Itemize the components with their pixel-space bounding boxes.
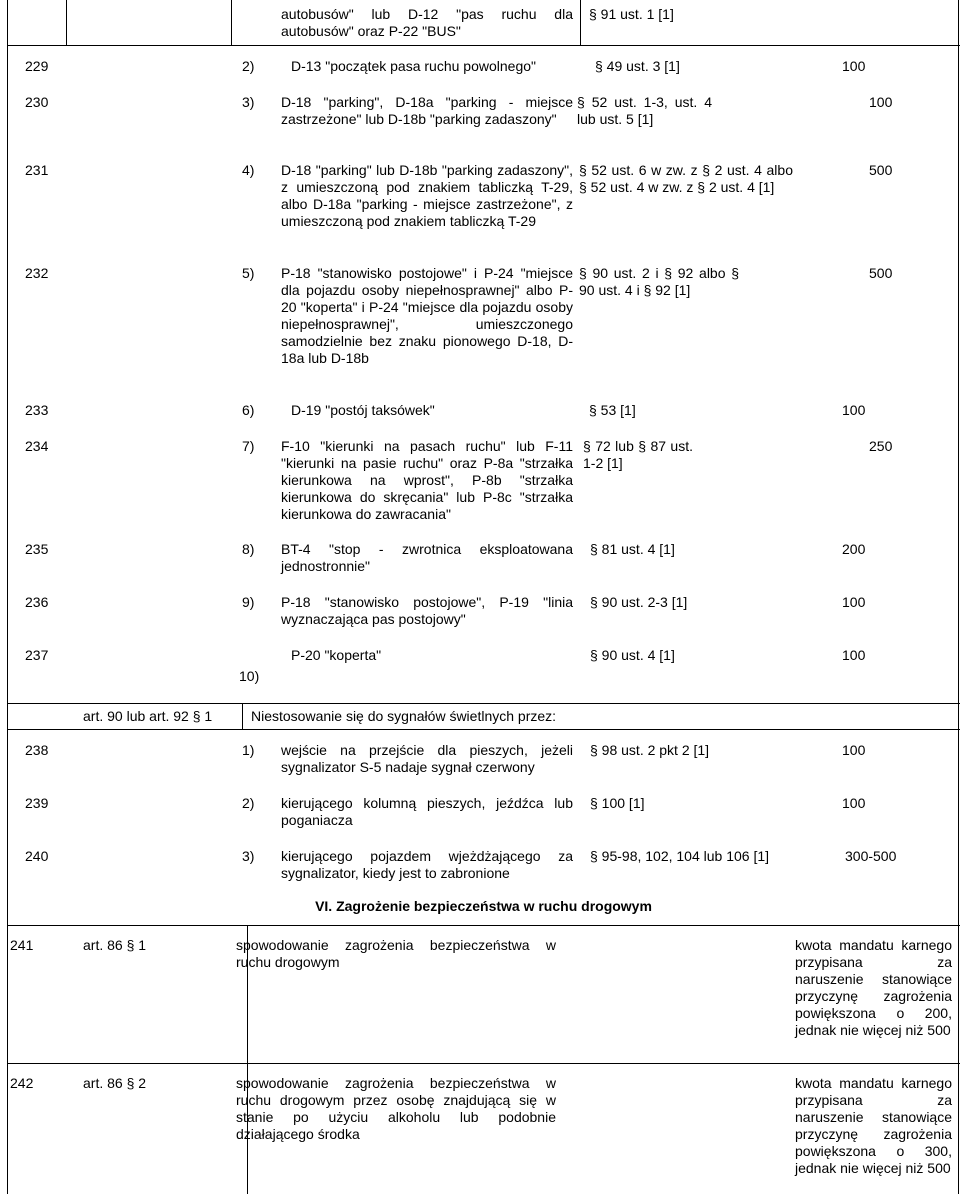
- legal-basis: § 72 lub § 87 ust. 1-2 [1]: [583, 438, 693, 471]
- legal-basis: § 98 ust. 2 pkt 2 [1]: [590, 742, 710, 758]
- item-number: 5): [242, 265, 255, 281]
- col-line: [66, 0, 67, 45]
- item-number: 3): [242, 848, 255, 864]
- item-text: autobusów" lub D-12 "pas ruchu dla autobusów" oraz P-22 "BUS": [281, 6, 573, 39]
- article-ref: art. 86 § 1: [83, 937, 147, 953]
- col-line: [958, 0, 959, 1194]
- row-number: 242: [10, 1075, 34, 1091]
- fine-amount: 250: [869, 438, 893, 454]
- item-text: D-18 "parking" lub D-18b "parking zadaszony", z umieszczoną pod znakiem tabliczką T-29, albo D-18a "parking - miejsce zastrzeżone", z umieszczoną pod znakiem tabliczką T-29: [281, 162, 573, 229]
- row-number: 230: [25, 94, 49, 110]
- fine-amount: kwota mandatu karnego przypisana za naruszenie stanowiące przyczynę zagrożenia powiększona o 300, jednak nie więcej niż 500: [795, 1075, 952, 1176]
- row-number: 238: [25, 742, 49, 758]
- item-number: 1): [242, 742, 255, 758]
- fine-amount: kwota mandatu karnego przypisana za naruszenie stanowiące przyczynę zagrożenia powiększona o 200, jednak nie więcej niż 500: [795, 937, 952, 1038]
- legal-basis: § 95-98, 102, 104 lub 106 [1]: [590, 848, 770, 864]
- item-number: 7): [242, 438, 255, 454]
- col-line: [7, 0, 8, 1194]
- legal-basis: § 90 ust. 2 i § 92 albo § 90 ust. 4 i § 92 [1]: [579, 265, 739, 298]
- fine-amount: 300-500: [845, 848, 897, 864]
- legal-basis: § 100 [1]: [590, 795, 645, 811]
- row-line: [7, 1063, 960, 1064]
- row-line: [7, 45, 960, 46]
- item-text: P-18 "stanowisko postojowe" i P-24 "miejsce dla pojazdu osoby niepełnosprawnej" albo P-20 "koperta" i P-24 "miejsce dla pojazdu osoby niepełnosprawnej", umieszczonego samodzielnie bez znaku pionowego D-18, D-18a lub D-18b: [281, 265, 573, 366]
- fine-amount: 500: [869, 162, 893, 178]
- legal-basis: § 90 ust. 2-3 [1]: [590, 594, 688, 610]
- row-number: 232: [25, 265, 49, 281]
- item-number: 10): [239, 668, 260, 684]
- item-text: P-18 "stanowisko postojowe", P-19 "linia wyznaczająca pas postojowy": [281, 594, 573, 627]
- article-ref: art. 86 § 2: [83, 1075, 147, 1091]
- fine-amount: 100: [842, 742, 866, 758]
- item-text: wejście na przejście dla pieszych, jeżeli sygnalizator S-5 nadaje sygnał czerwony: [281, 742, 573, 775]
- row-line: [7, 925, 960, 926]
- fine-amount: 500: [869, 265, 893, 281]
- fine-amount: 100: [842, 594, 866, 610]
- section-title: VI. Zagrożenie bezpieczeństwa w ruchu drogowym: [315, 898, 652, 914]
- legal-basis: § 91 ust. 1 [1]: [589, 6, 674, 22]
- col-line: [242, 703, 243, 729]
- item-text: D-13 "początek pasa ruchu powolnego": [291, 58, 536, 74]
- item-text: spowodowanie zagrożenia bezpieczeństwa w ruchu drogowym: [236, 937, 556, 970]
- legal-basis: § 49 ust. 3 [1]: [595, 58, 680, 74]
- row-line: [7, 703, 960, 704]
- row-number: 234: [25, 438, 49, 454]
- row-number: 237: [25, 647, 49, 663]
- fine-amount: 100: [869, 94, 893, 110]
- item-number: 8): [242, 541, 255, 557]
- legal-basis: § 81 ust. 4 [1]: [590, 541, 675, 557]
- legal-basis: § 90 ust. 4 [1]: [590, 647, 675, 663]
- fine-amount: 200: [842, 541, 866, 557]
- item-text: F-10 "kierunki na pasach ruchu" lub F-11 "kierunki na pasie ruchu" oraz P-8a "strzałka kierunkowa na wprost", P-8b "strzałka kierunkowa do skręcania" lub P-8c "strzałka kierunkowa do zawracania": [281, 438, 573, 522]
- row-number: 240: [25, 848, 49, 864]
- row-number: 233: [25, 402, 49, 418]
- item-text: kierującego kolumną pieszych, jeźdźca lub poganiacza: [281, 795, 573, 828]
- fine-amount: 100: [842, 795, 866, 811]
- fines-table: [7, 0, 960, 1194]
- fine-amount: 100: [842, 58, 866, 74]
- row-number: 236: [25, 594, 49, 610]
- item-text: P-20 "koperta": [291, 647, 382, 663]
- legal-basis: § 52 ust. 6 w zw. z § 2 ust. 4 albo § 52 ust. 4 w zw. z § 2 ust. 4 [1]: [579, 162, 793, 195]
- item-text: Niestosowanie się do sygnałów świetlnych przez:: [251, 708, 557, 724]
- item-number: 4): [242, 162, 255, 178]
- item-number: 2): [242, 795, 255, 811]
- item-number: 3): [242, 94, 255, 110]
- fine-amount: 100: [842, 647, 866, 663]
- legal-basis: § 52 ust. 1-3, ust. 4 lub ust. 5 [1]: [577, 94, 712, 127]
- item-text: D-19 "postój taksówek": [291, 402, 435, 418]
- item-text: spowodowanie zagrożenia bezpieczeństwa w ruchu drogowym przez osobę znajdującą się w stanie po użyciu alkoholu lub podobnie działającego środka: [236, 1075, 556, 1142]
- article-ref: art. 90 lub art. 92 § 1: [83, 708, 213, 724]
- item-text: BT-4 "stop - zwrotnica eksploatowana jednostronnie": [281, 541, 573, 574]
- item-number: 6): [242, 402, 255, 418]
- item-text: kierującego pojazdem wjeżdżającego za sygnalizator, kiedy jest to zabronione: [281, 848, 573, 881]
- item-number: 9): [242, 594, 255, 610]
- col-line: [580, 0, 581, 45]
- row-number: 235: [25, 541, 49, 557]
- row-number: 229: [25, 58, 49, 74]
- item-text: D-18 "parking", D-18a "parking - miejsce zastrzeżone" lub D-18b "parking zadaszony": [281, 94, 573, 127]
- legal-basis: § 53 [1]: [589, 402, 636, 418]
- fine-amount: 100: [842, 402, 866, 418]
- row-number: 231: [25, 162, 49, 178]
- row-number: 239: [25, 795, 49, 811]
- col-line: [231, 0, 232, 45]
- item-number: 2): [242, 58, 255, 74]
- row-number: 241: [10, 937, 34, 953]
- row-line: [7, 729, 960, 730]
